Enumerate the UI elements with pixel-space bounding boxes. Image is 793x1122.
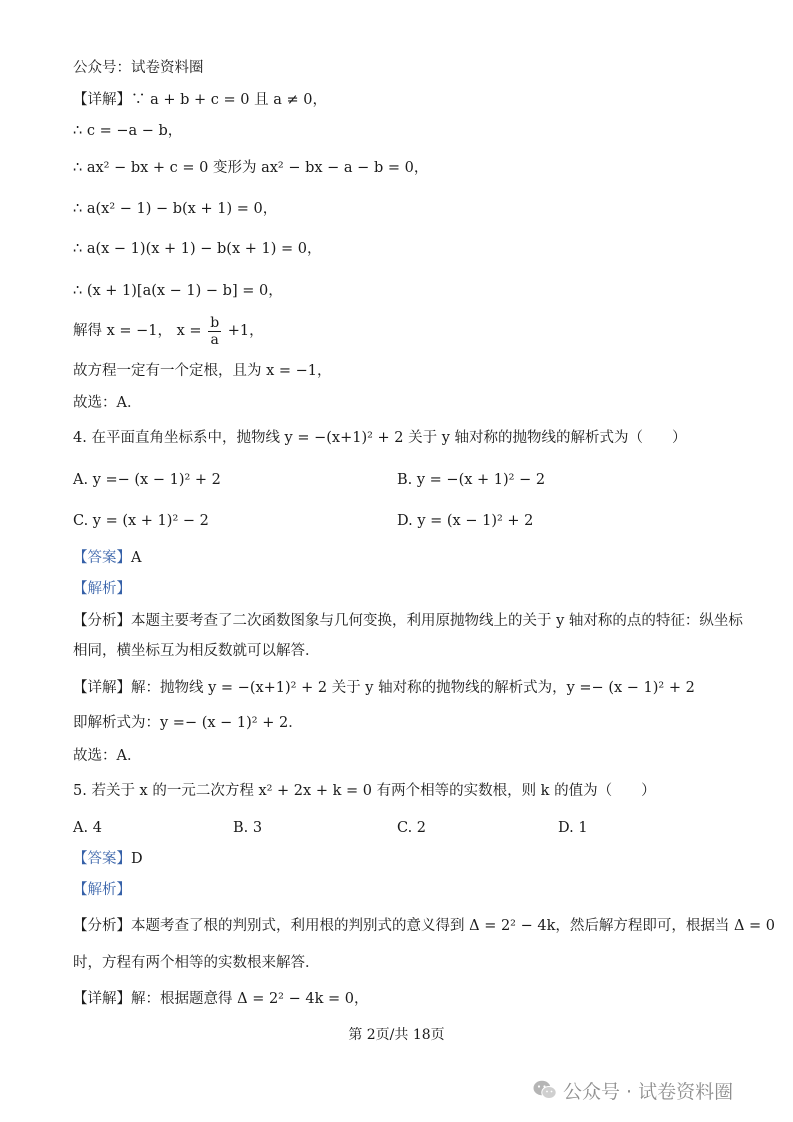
q3-line1-text: ∵ a + b + c = 0 且 a ≠ 0， xyxy=(131,92,327,108)
fenxi-tag: 【分析】 xyxy=(73,918,131,934)
q5-option-b: B. 3 xyxy=(233,820,263,836)
q4-detail-line1 xyxy=(73,678,695,698)
q4-answer-line xyxy=(73,548,141,568)
q4-fenxi-text: 本题主要考查了二次函数图象与几何变换，利用原抛物线上的关于 y 轴对称的点的特征：纵坐标 xyxy=(131,613,743,629)
fraction-numerator: b xyxy=(210,314,220,331)
q4-option-a: A. y =− (x − 1)² + 2 xyxy=(73,472,221,488)
q5-fenxi-line2: 时，方程有两个相等的实数根来解答． xyxy=(73,955,320,971)
q5-detail-text: 解：根据题意得 Δ = 2² − 4k = 0， xyxy=(131,991,369,1007)
q3-line5: ∴ a(x − 1)(x + 1) − b(x + 1) = 0， xyxy=(73,241,322,257)
analysis-tag: 【解析】 xyxy=(73,581,131,597)
q5-analysis-tag xyxy=(73,880,131,900)
q5-fenxi-text: 本题考查了根的判别式，利用根的判别式的意义得到 Δ = 2² − 4k，然后解方程即可，根据当 Δ = 0 xyxy=(131,918,776,934)
q3-line3: ∴ ax² − bx + c = 0 变形为 ax² − bx − a − b = 0， xyxy=(73,160,429,176)
q4-option-d: D. y = (x − 1)² + 2 xyxy=(397,513,534,529)
q4-analysis-tag xyxy=(73,579,131,599)
analysis-tag: 【解析】 xyxy=(73,882,131,898)
q4-detail-line2: 即解析式为：y =− (x − 1)² + 2． xyxy=(73,715,303,731)
q4-answer: A xyxy=(131,550,142,566)
q4-option-c: C. y = (x + 1)² − 2 xyxy=(73,513,209,529)
q3-line6: ∴ (x + 1)[a(x − 1) − b] = 0， xyxy=(73,283,283,299)
fraction-denominator: a xyxy=(210,331,219,348)
q3-line4: ∴ a(x² − 1) − b(x + 1) = 0， xyxy=(73,201,278,217)
answer-tag: 【答案】 xyxy=(73,851,131,867)
detail-tag: 【详解】 xyxy=(73,680,131,696)
q5-detail-line1 xyxy=(73,989,368,1009)
detail-tag: 【详解】 xyxy=(73,991,131,1007)
q5-option-d: D. 1 xyxy=(558,820,588,836)
watermark-text: 公众号 · 试卷资料圈 xyxy=(563,1081,734,1103)
q3-choice: 故选：A． xyxy=(73,395,142,411)
q4-choice: 故选：A． xyxy=(73,748,142,764)
detail-tag: 【详解】 xyxy=(73,92,131,108)
q4-fenxi-line1 xyxy=(73,611,743,631)
wechat-icon xyxy=(533,1079,557,1101)
q4-stem: 4. 在平面直角坐标系中，抛物线 y = −(x+1)² + 2 关于 y 轴对称的抛物线的解析式为（ ） xyxy=(73,430,687,446)
q5-answer-line xyxy=(73,849,143,869)
answer-tag: 【答案】 xyxy=(73,550,131,566)
q3-detail-line1 xyxy=(73,90,327,110)
q3-conclusion: 故方程一定有一个定根，且为 x = −1， xyxy=(73,363,332,379)
fenxi-tag: 【分析】 xyxy=(73,613,131,629)
q4-fenxi-line2: 相同，横坐标互为相反数就可以解答． xyxy=(73,643,320,659)
q3-solve-line xyxy=(73,314,264,348)
q4-detail-text: 解：抛物线 y = −(x+1)² + 2 关于 y 轴对称的抛物线的解析式为，y =− (x − 1)² + 2 xyxy=(131,680,695,696)
q5-option-c: C. 2 xyxy=(397,820,427,836)
fraction-b-over-a xyxy=(208,315,221,348)
q3-solve-suffix: +1， xyxy=(227,323,264,339)
q3-solve-prefix: 解得 x = −1， x = xyxy=(73,323,202,339)
q5-option-a: A. 4 xyxy=(73,820,102,836)
source-header: 公众号：试卷资料圈 xyxy=(73,60,204,76)
q5-stem: 5. 若关于 x 的一元二次方程 x² + 2x + k = 0 有两个相等的实数根，则 k 的值为（ ） xyxy=(73,783,656,799)
q3-line2: ∴ c = −a − b， xyxy=(73,123,183,139)
q5-answer: D xyxy=(131,851,143,867)
page-footer: 第 2页/共 18页 xyxy=(348,1027,445,1043)
q5-fenxi-line1 xyxy=(73,916,775,936)
q4-option-b: B. y = −(x + 1)² − 2 xyxy=(397,472,546,488)
